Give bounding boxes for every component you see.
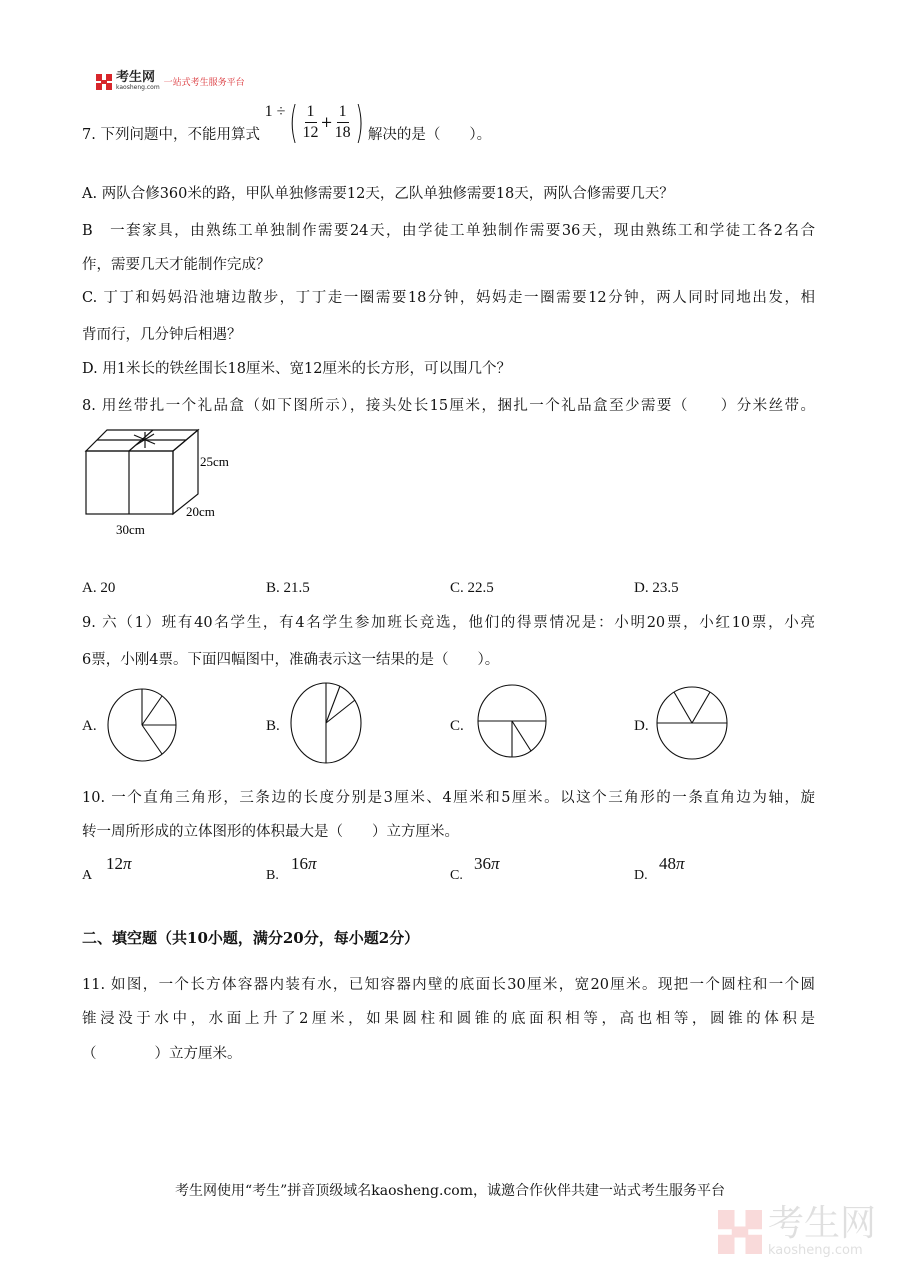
pie-a — [108, 689, 176, 761]
q7-option-c[interactable]: C. 丁丁和妈妈沿池塘边散步，丁丁走一圈需要18分钟，妈妈走一圈需要12分钟，两人同时同地出发，相 — [82, 290, 815, 306]
q7-option-b[interactable]: B 一套家具，由熟练工单独制作需要24天，由学徒工单独制作需要36天，现由熟练工和学徒工各2名合 — [82, 223, 815, 239]
q8-option-a[interactable]: A. 20 — [82, 580, 116, 596]
value: 16 — [291, 854, 308, 873]
q8-option-b[interactable]: B. 21.5 — [266, 580, 310, 596]
q9-option-a[interactable]: A. — [82, 718, 97, 734]
q10-option-d-value — [659, 854, 685, 874]
section-heading: 二、填空题（共10小题，满分20分，每小题2分） — [82, 929, 420, 947]
q10-option-b-label[interactable]: B. — [266, 868, 279, 883]
q11-stem: 11. 如图，一个长方体容器内装有水，已知容器内壁的底面长30厘米，宽20厘米。现把一个圆柱和一个圆 — [82, 977, 815, 993]
q9-option-c[interactable]: C. — [450, 718, 464, 734]
q7-stem-end: 解决的是（ ）。 — [367, 126, 492, 143]
q10-option-b-value — [291, 854, 317, 874]
q10-option-a-value — [106, 854, 132, 874]
q7-option-a[interactable]: A. 两队合修360米的路，甲队单独修需要12天，乙队单独修需要18天，两队合修需要几天？ — [82, 186, 674, 202]
formula-lead: 1 ÷ — [264, 103, 286, 120]
q7-formula — [264, 96, 368, 148]
pi: π — [491, 854, 500, 873]
q11-stem-end: （ ）立方厘米。 — [82, 1046, 242, 1062]
paren-left: ( — [289, 96, 299, 148]
q8-option-d[interactable]: D. 23.5 — [634, 580, 679, 596]
watermark-brand: 考生网 — [768, 1203, 877, 1244]
value: 12 — [106, 854, 123, 873]
q10-stem: 10. 一个直角三角形，三条边的长度分别是3厘米、4厘米和5厘米。以这个三角形的一条直角边为轴，旋 — [82, 790, 815, 806]
label-length: 30cm — [116, 522, 145, 537]
q9-stem-cont: 6票，小刚4票。下面四幅图中，准确表示这一结果的是（ ）。 — [82, 652, 500, 668]
pie-charts — [0, 680, 900, 770]
numerator: 1 — [305, 102, 317, 123]
pie-b — [291, 683, 361, 763]
plus-sign: + — [320, 114, 333, 131]
pi: π — [676, 854, 685, 873]
q7-option-c-cont: 背而行，几分钟后相遇？ — [82, 327, 242, 343]
watermark-domain: kaosheng.com — [768, 1243, 863, 1258]
fraction-1-18 — [335, 102, 351, 143]
value: 36 — [474, 854, 491, 873]
q11-stem-cont: 锥浸没于水中，水面上升了2厘米，如果圆柱和圆锥的底面积相等，高也相等，圆锥的体积是 — [82, 1011, 815, 1027]
q7-stem — [82, 96, 492, 148]
pie-d — [657, 687, 727, 759]
q10-option-c-value — [474, 854, 500, 874]
fraction-1-12 — [303, 102, 319, 143]
q9-option-d[interactable]: D. — [634, 718, 649, 734]
q7-option-b-cont: 作，需要几天才能制作完成？ — [82, 257, 271, 273]
q8-stem: 8. 用丝带扎一个礼品盒（如下图所示），接头处长15厘米，捆扎一个礼品盒至少需要（ ）分米丝带。 — [82, 398, 815, 414]
q9-stem: 9. 六（1）班有40名学生，有4名学生参加班长竞选，他们的得票情况是：小明20票，小红10票，小亮 — [82, 615, 815, 631]
numerator: 1 — [337, 102, 349, 123]
kaosheng-logo-icon — [96, 74, 112, 90]
footer-text: 考生网使用“考生”拼音顶级域名kaosheng.com，诚邀合作伙伴共建一站式考生服务平台 — [174, 1183, 726, 1199]
paren-right: ) — [354, 96, 364, 148]
value: 48 — [659, 854, 676, 873]
pie-c — [478, 685, 546, 757]
watermark-logo — [718, 1205, 876, 1258]
q7-option-d[interactable]: D. 用1米长的铁丝围长18厘米、宽12厘米的长方形，可以围几个？ — [82, 361, 511, 377]
watermark-icon — [718, 1207, 762, 1257]
q8-option-c[interactable]: C. 22.5 — [450, 580, 494, 596]
q7-stem-text: 7. 下列问题中，不能用算式 — [82, 126, 260, 143]
brand-domain: kaosheng.com — [116, 84, 160, 91]
q10-option-c-label[interactable]: C. — [450, 868, 463, 883]
pi: π — [308, 854, 317, 873]
q10-option-d-label[interactable]: D. — [634, 868, 648, 883]
header-logo — [96, 72, 245, 91]
brand-name: 考生网 — [116, 70, 156, 85]
q10-stem-cont: 转一周所形成的立体图形的体积最大是（ ）立方厘米。 — [82, 824, 459, 840]
denominator: 18 — [334, 124, 351, 141]
denominator: 12 — [302, 124, 319, 141]
q9-option-b[interactable]: B. — [266, 718, 280, 734]
gift-box-figure — [82, 428, 252, 543]
label-height: 25cm — [200, 454, 229, 469]
label-depth: 20cm — [186, 504, 215, 519]
brand-slogan: 一站式考生服务平台 — [163, 78, 245, 88]
q10-option-a-label[interactable]: A — [82, 868, 93, 883]
pi: π — [123, 854, 132, 873]
